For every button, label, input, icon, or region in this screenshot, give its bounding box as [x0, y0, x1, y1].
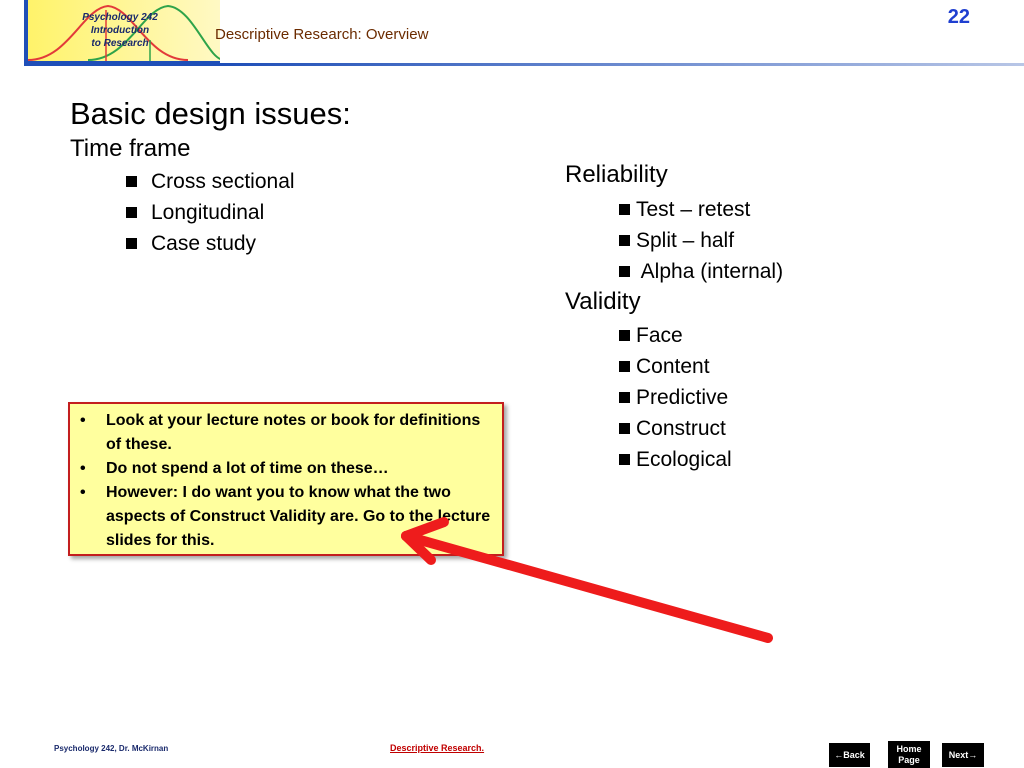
list-item [619, 413, 732, 444]
square-bullet-icon [619, 392, 630, 403]
square-bullet-icon [619, 235, 630, 246]
note-bullet: • Do not spend a lot of time on these… [80, 457, 494, 481]
footer-course-label: Psychology 242, Dr. McKirnan [54, 744, 169, 753]
note-bullet: • However: I do want you to know what the two aspects of Construct Validity are. Go to the lecture slides for this. [80, 481, 494, 553]
list-item [619, 444, 732, 475]
square-bullet-icon [619, 454, 630, 465]
home-label-line-2: Page [898, 754, 920, 765]
back-button[interactable]: ←Back [829, 743, 870, 767]
square-bullet-icon [619, 330, 630, 341]
square-bullet-icon [126, 176, 137, 187]
square-bullet-icon [619, 361, 630, 372]
logo-line-1: Psychology 242 [82, 12, 158, 23]
slide-title: Descriptive Research: Overview [215, 26, 429, 43]
validity-heading: Validity [565, 288, 641, 315]
note-callout-box [68, 402, 504, 556]
square-bullet-icon [126, 207, 137, 218]
square-bullet-icon [126, 238, 137, 249]
square-bullet-icon [619, 204, 630, 215]
list-item-label: Longitudinal [151, 200, 265, 224]
home-page-button[interactable] [888, 741, 930, 768]
list-item-label: Face [636, 323, 683, 347]
footer-topic-link[interactable]: Descriptive Research. [390, 743, 485, 753]
time-frame-heading: Time frame [70, 135, 191, 162]
validity-list [619, 320, 732, 475]
list-item-label: Alpha (internal) [636, 259, 784, 283]
list-item-label: Cross sectional [151, 169, 295, 193]
course-logo [24, 0, 220, 64]
next-button[interactable]: Next→ [942, 743, 984, 767]
list-item [619, 194, 783, 225]
list-item-label: Predictive [636, 385, 729, 409]
list-item-label: Case study [151, 231, 257, 255]
list-item-label: Ecological [636, 447, 732, 471]
logo-line-2: Introduction [90, 25, 150, 36]
list-item [619, 256, 783, 287]
reliability-list [619, 194, 783, 287]
reliability-heading: Reliability [565, 161, 668, 188]
logo-line-3: to Research [91, 38, 149, 49]
list-item [126, 166, 295, 197]
slide-number: 22 [947, 6, 970, 28]
list-item-label: Content [636, 354, 710, 378]
list-item [619, 382, 732, 413]
list-item [619, 351, 732, 382]
main-heading: Basic design issues: [70, 96, 351, 131]
list-item [126, 228, 295, 259]
list-item-label: Test – retest [636, 197, 751, 221]
list-item [126, 197, 295, 228]
home-label-line-1: Home [896, 743, 922, 754]
square-bullet-icon [619, 423, 630, 434]
note-bullet: • Look at your lecture notes or book for definitions of these. [80, 409, 494, 457]
list-item [619, 225, 783, 256]
square-bullet-icon [619, 266, 630, 277]
list-item [619, 320, 732, 351]
list-item-label: Construct [636, 416, 726, 440]
header-rule [24, 63, 1024, 66]
list-item-label: Split – half [636, 228, 735, 252]
time-frame-list [126, 166, 295, 259]
